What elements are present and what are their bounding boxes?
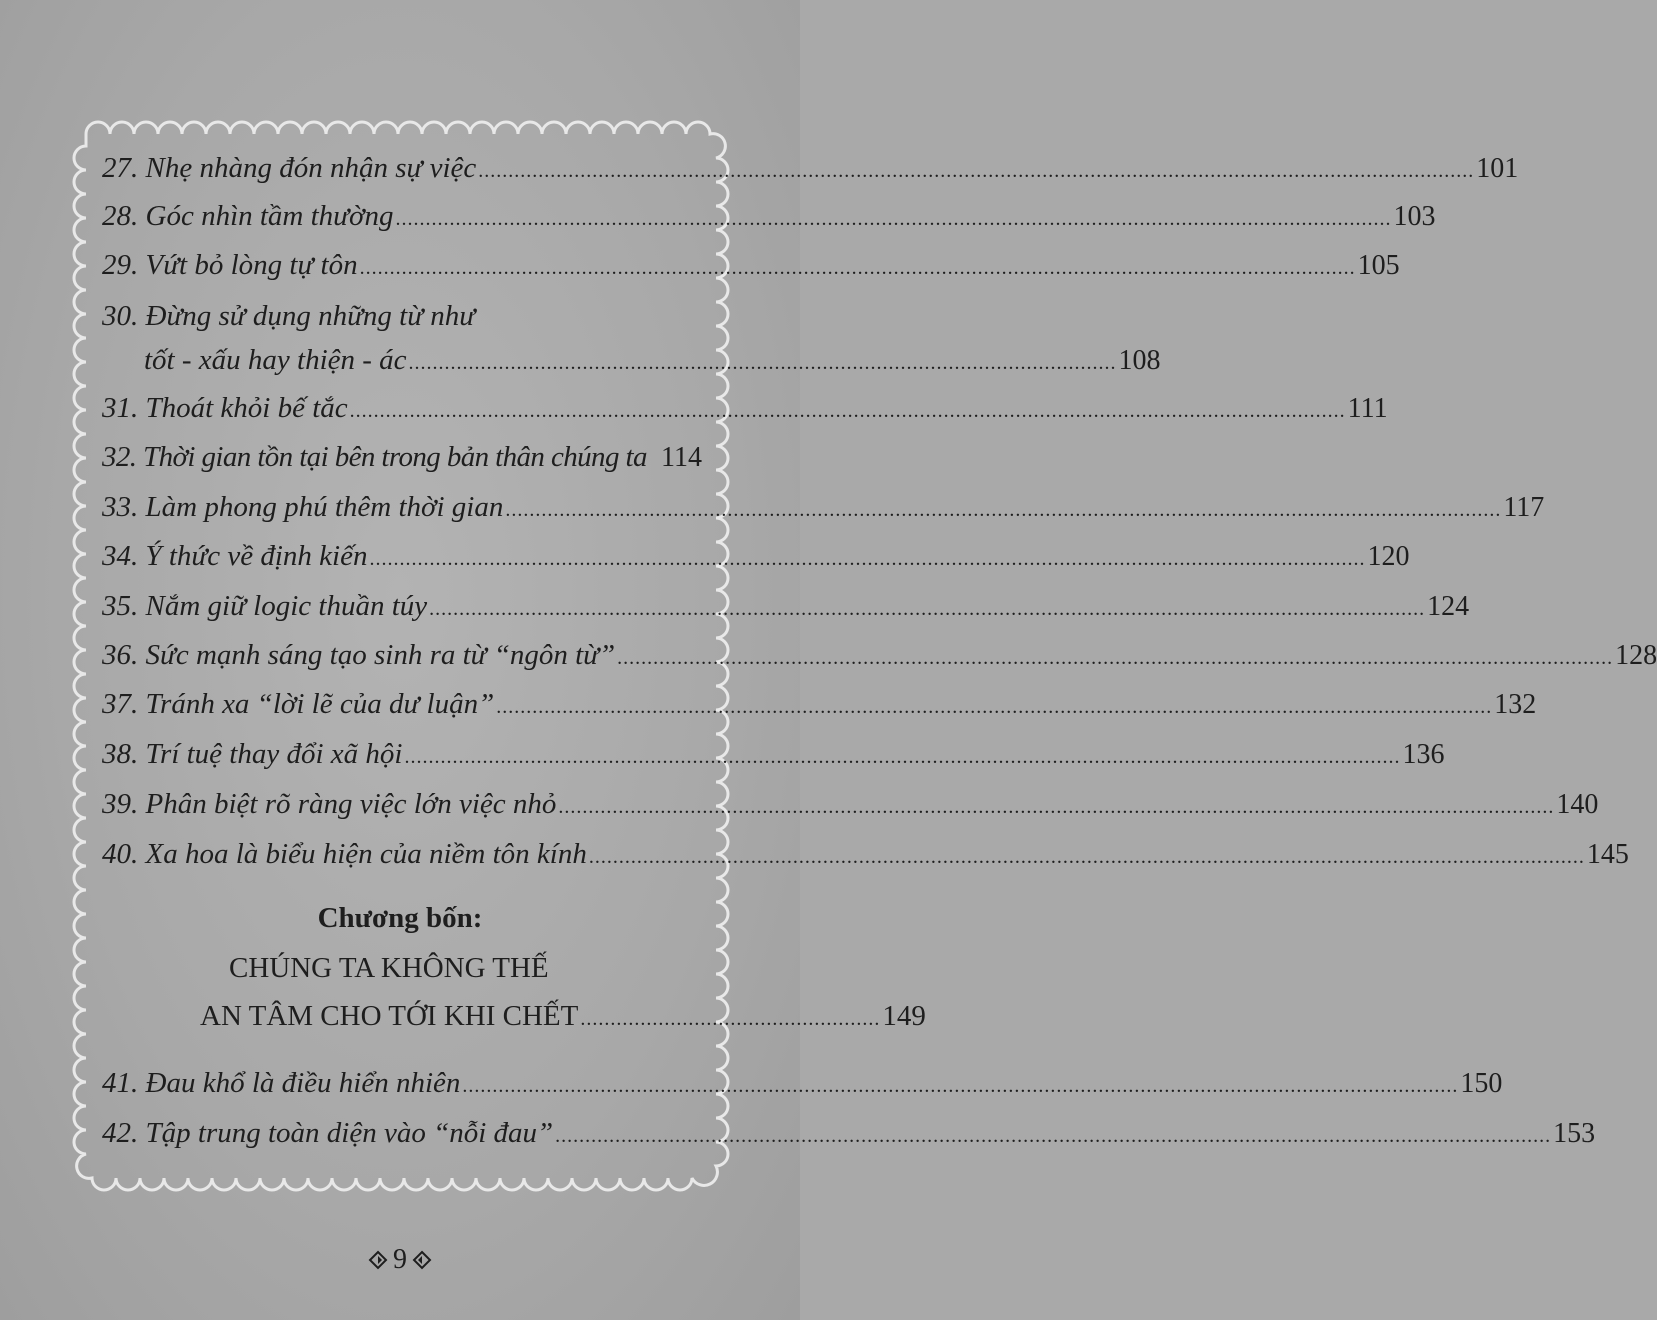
leader-dots [555, 1113, 1551, 1159]
leader-dots [617, 635, 1613, 681]
leader-dots [496, 684, 1492, 730]
page-number-ornament [360, 1240, 440, 1280]
leader-dots [369, 536, 1365, 582]
toc-entry-continuation [144, 337, 1161, 383]
diamond-ornament-icon [413, 1251, 431, 1269]
toc-entry-title: 41. Đau khổ là điều hiển nhiên [102, 1067, 461, 1099]
toc-entry-title: 40. Xa hoa là biểu hiện của niềm tôn kính [102, 838, 587, 870]
toc-entry-page: 140 [1556, 789, 1599, 820]
toc-entry [102, 681, 1537, 727]
toc-entry-title: 36. Sức mạnh sáng tạo sinh ra từ “ngôn từ” [102, 639, 616, 671]
toc-entry-title: 31. Thoát khỏi bế tắc [102, 392, 348, 424]
toc-entry-title: 39. Phân biệt rõ ràng việc lớn việc nhỏ [102, 788, 557, 820]
chapter-title-line-2-row [200, 996, 926, 1039]
toc-entry [102, 781, 1599, 827]
toc-entry-title-continuation: tốt - xấu hay thiện - ác [144, 344, 407, 376]
toc-entry [102, 632, 1657, 678]
toc-entry-page: 150 [1460, 1068, 1503, 1099]
toc-entry-title: 35. Nắm giữ logic thuần túy [102, 590, 428, 622]
toc-entry-title: 28. Góc nhìn tầm thường [102, 200, 394, 232]
diamond-ornament-icon [369, 1251, 387, 1269]
toc-entry-page: 108 [1118, 345, 1161, 376]
toc-entry [102, 1110, 1596, 1156]
toc-entry [102, 242, 1400, 288]
leader-dots [589, 834, 1585, 880]
leader-dots [429, 586, 1425, 632]
page-number: 9 [393, 1244, 407, 1275]
leader-dots: ...................................................................................................................... [408, 352, 1117, 374]
toc-entry [102, 731, 1445, 777]
leader-dots [478, 148, 1474, 194]
chapter-title-line-2: AN TÂM CHO TỚI KHI CHẾT [200, 1000, 579, 1032]
leader-dots [350, 388, 1346, 434]
toc-entry-page: 101 [1476, 153, 1519, 184]
toc-entry-title: 33. Làm phong phú thêm thời gian [102, 491, 504, 523]
chapter-page: 149 [882, 1000, 926, 1032]
toc-entry [102, 434, 702, 480]
toc-entry-title: 37. Tránh xa “lời lẽ của dư luận” [102, 688, 495, 720]
toc-entry-page: 132 [1494, 689, 1537, 720]
toc-entry-page: 111 [1347, 393, 1388, 424]
toc-entry [102, 193, 1436, 239]
toc-entry [102, 583, 1470, 629]
toc-entry-title: 42. Tập trung toàn diện vào “nỗi đau” [102, 1117, 554, 1149]
chapter-title-line-1: CHÚNG TA KHÔNG THẾ [229, 952, 549, 984]
toc-entry-page: 103 [1393, 201, 1436, 232]
toc-entry [102, 1060, 1503, 1106]
leader-dots [558, 784, 1554, 830]
toc-entry [102, 533, 1410, 579]
toc-entry-page: 117 [1503, 492, 1545, 523]
toc-entry-title: 34. Ý thức về định kiến [102, 540, 368, 572]
leader-dots [462, 1063, 1458, 1109]
toc-entry [102, 831, 1629, 877]
toc-entry-page: 114 [661, 442, 702, 473]
toc-entry-title: 38. Trí tuệ thay đổi xã hội [102, 738, 403, 770]
leader-dots [505, 487, 1501, 533]
toc-entry-page: 105 [1357, 250, 1400, 281]
leader-dots [360, 245, 1356, 291]
toc-entry [102, 385, 1388, 431]
toc-entry-title: 32. Thời gian tồn tại bên trong bản thân chúng ta [102, 441, 647, 473]
toc-entry-title: 29. Vứt bỏ lòng tự tôn [102, 249, 358, 281]
chapter-label: Chương bốn: [317, 902, 483, 934]
toc-entry-title: 27. Nhẹ nhàng đón nhận sự việc [102, 152, 477, 184]
toc-entry [102, 484, 1545, 530]
leader-dots [395, 196, 1391, 242]
leader-dots: .................................................. [580, 1008, 881, 1030]
toc-entry-page: 120 [1367, 541, 1410, 572]
toc-entry [102, 293, 702, 339]
toc-entry-page: 145 [1586, 839, 1629, 870]
toc-entry-page: 136 [1402, 739, 1445, 770]
toc-entry-page: 124 [1427, 591, 1470, 622]
leader-dots [404, 734, 1400, 780]
toc-entry-page: 153 [1553, 1118, 1596, 1149]
toc-entry-title: 30. Đừng sử dụng những từ như [102, 300, 476, 332]
toc-entry-page: 128 [1615, 640, 1657, 671]
toc-entry [102, 145, 1519, 191]
